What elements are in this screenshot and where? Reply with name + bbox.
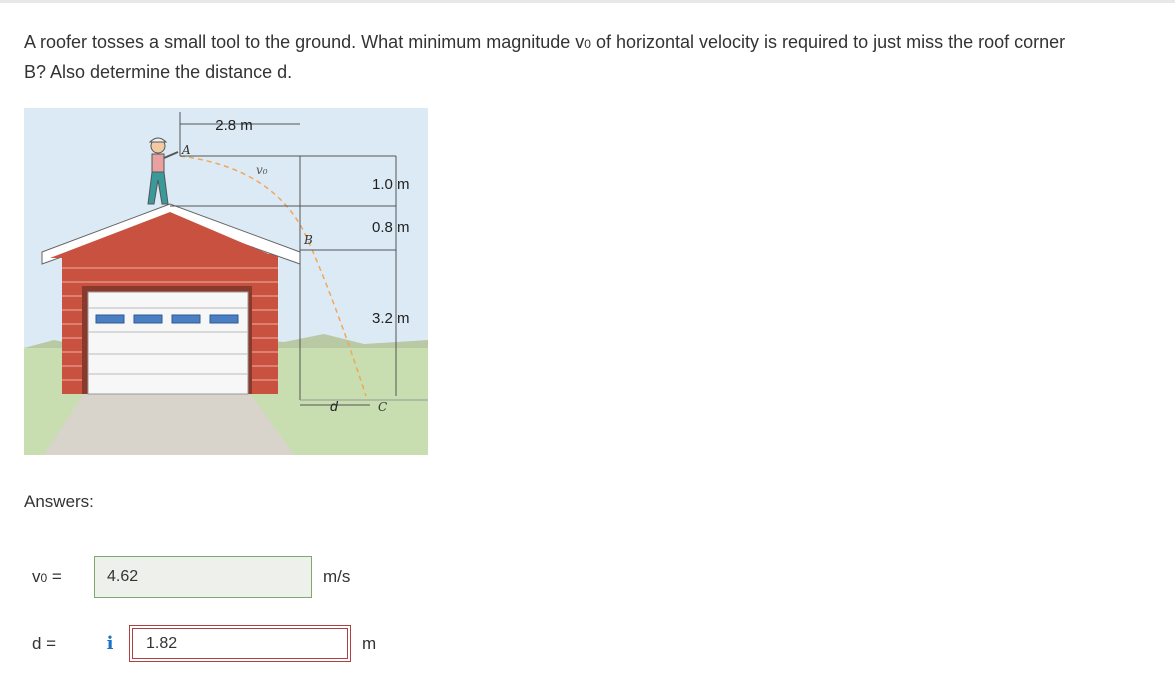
question-text [24,28,1174,86]
question-part2: of horizontal velocity is required to just miss the roof corner [590,32,1066,52]
d-answer-value: 1.82 [146,634,178,652]
label-a: A [182,143,191,157]
dim-top-label: 2.8 m [215,117,253,134]
answers-heading: Answers: [24,492,94,511]
v0-answer-value: 4.62 [107,568,139,585]
question-part1: A roofer tosses a small tool to the ground. What minimum magnitude v [24,32,585,52]
d-label: d = [32,634,57,653]
question-subscript: 0 [584,37,591,51]
label-b: B [304,233,313,247]
driveway [44,393,294,455]
v0-unit: m/s [323,567,351,586]
v0-label-sub: 0 [40,571,48,585]
v0-label-main: v [32,567,41,586]
v0-answer-field[interactable] [94,556,312,598]
d-unit: m [362,634,377,653]
garage-door [88,292,248,394]
roofer-diagram [24,108,428,455]
dim-3-label: 3.2 m [372,310,410,327]
d-answer-field[interactable] [129,625,351,662]
v0-label [32,567,62,587]
label-c: C [378,400,388,414]
question-line2: B? Also determine the distance d. [24,62,293,82]
v0-label-eq: = [47,567,62,586]
dim-2-label: 0.8 m [372,219,410,236]
label-d: d [330,398,338,414]
label-v0: v₀ [256,163,268,177]
top-border [0,0,1175,3]
info-icon[interactable]: i [97,628,123,658]
dim-1-label: 1.0 m [372,176,410,193]
